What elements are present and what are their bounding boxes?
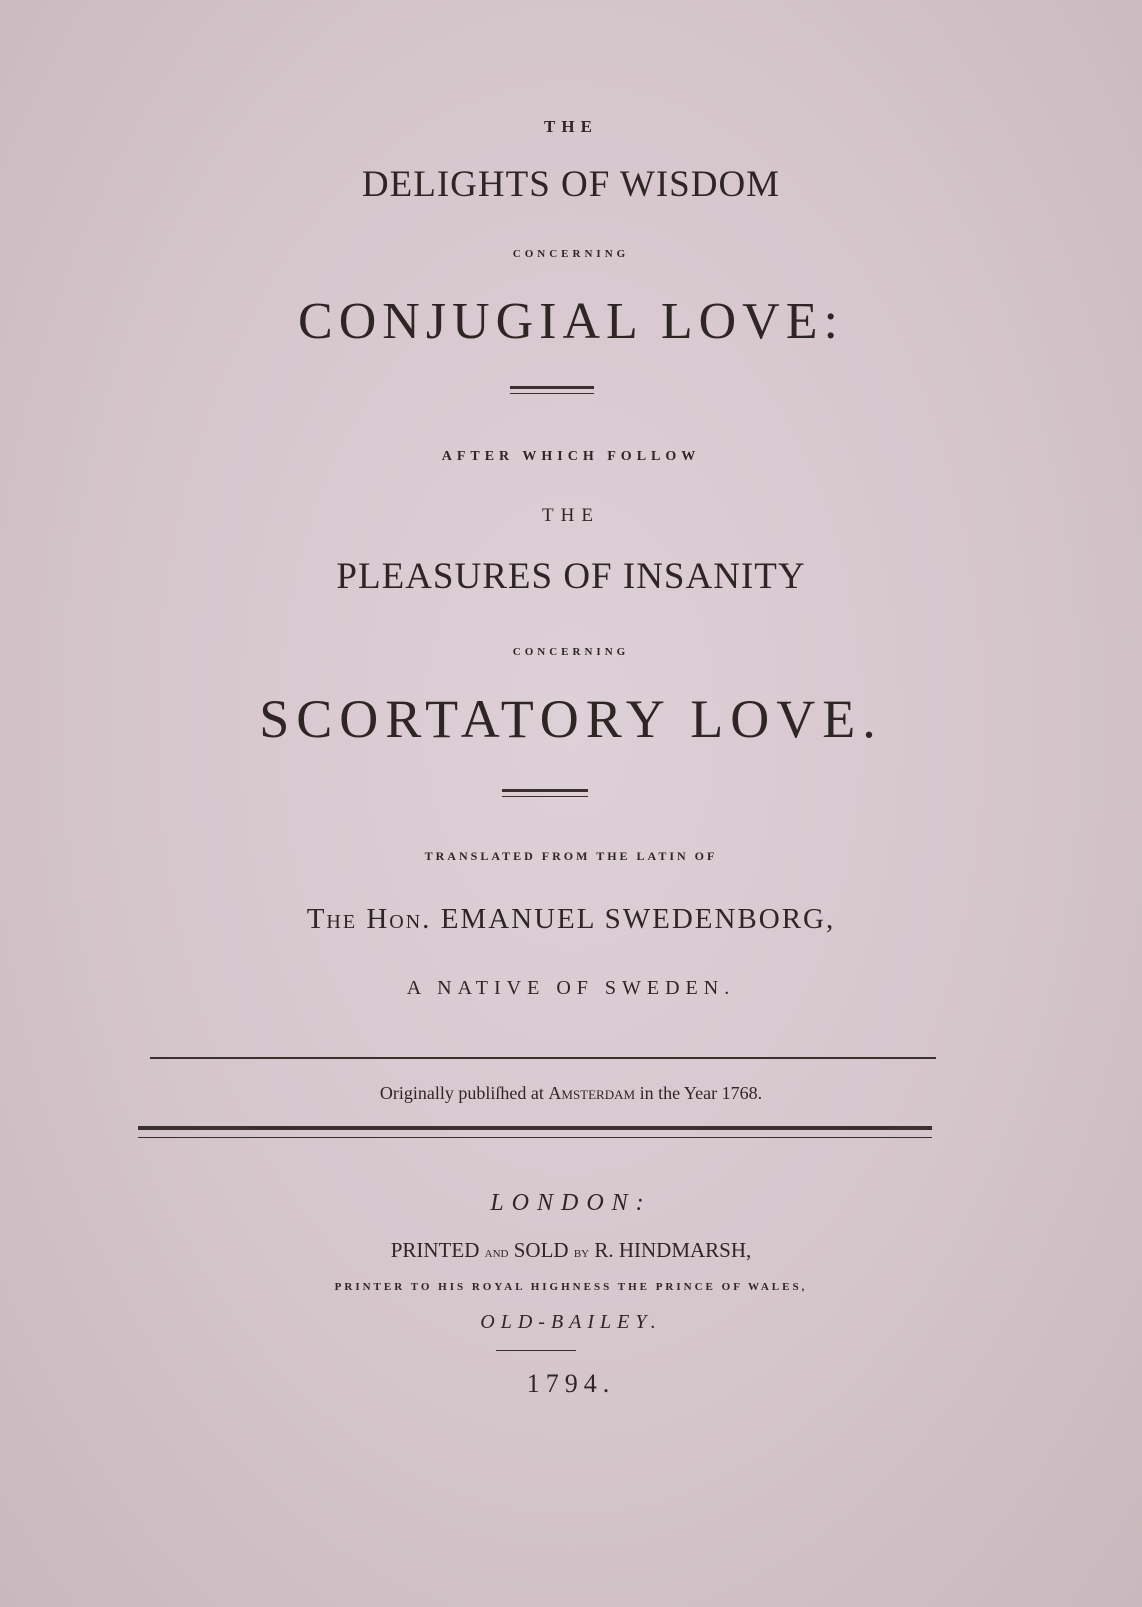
printer-to-prince: PRINTER TO HIS ROYAL HIGHNESS THE PRINCE OF WALES, <box>334 1281 808 1293</box>
year: 1794. <box>526 1369 616 1398</box>
printed-b: SOLD <box>513 1238 569 1262</box>
short-rule-2b <box>502 796 588 797</box>
originally-text-b: in the Year 1768. <box>639 1083 763 1103</box>
short-rule-1b <box>510 393 594 394</box>
conjugial-love-title: CONJUGIAL LOVE: <box>298 293 844 350</box>
originally-published <box>0 1083 1142 1104</box>
short-rule-3 <box>496 1350 576 1351</box>
printed-c: R. HINDMARSH, <box>594 1238 752 1262</box>
long-rule-top <box>150 1057 936 1059</box>
printed-sold-line <box>0 1238 1142 1263</box>
originally-text-a: Originally publiſhed at <box>379 1083 544 1103</box>
old-bailey: OLD-BAILEY. <box>480 1311 662 1333</box>
native-of-sweden: A NATIVE OF SWEDEN. <box>406 977 736 999</box>
double-rule-thin <box>138 1137 932 1138</box>
short-rule-1 <box>510 386 594 389</box>
originally-city: Amsterdam <box>548 1083 636 1103</box>
author-name: EMANUEL SWEDENBORG, <box>440 903 836 935</box>
double-rule-thick <box>138 1126 932 1130</box>
printed-a: PRINTED <box>390 1238 480 1262</box>
printed-and: and <box>484 1245 509 1261</box>
pleasures-title: PLEASURES OF INSANITY <box>336 556 806 597</box>
translated-label: TRANSLATED FROM THE LATIN OF <box>424 849 718 863</box>
the-heading-1: THE <box>544 117 598 136</box>
author-line <box>0 903 1142 936</box>
delights-title: DELIGHTS OF WISDOM <box>361 164 781 205</box>
after-which-label: AFTER WHICH FOLLOW <box>441 449 701 464</box>
author-prefix: The Hon. <box>306 903 432 935</box>
the-heading-2: THE <box>542 505 600 526</box>
printed-by: by <box>573 1245 590 1261</box>
scortatory-love-title: SCORTATORY LOVE. <box>259 689 883 749</box>
london-imprint: LONDON: <box>490 1190 652 1216</box>
short-rule-2 <box>502 789 588 792</box>
concerning-label-2: CONCERNING <box>512 646 630 658</box>
concerning-label-1: CONCERNING <box>512 248 630 260</box>
